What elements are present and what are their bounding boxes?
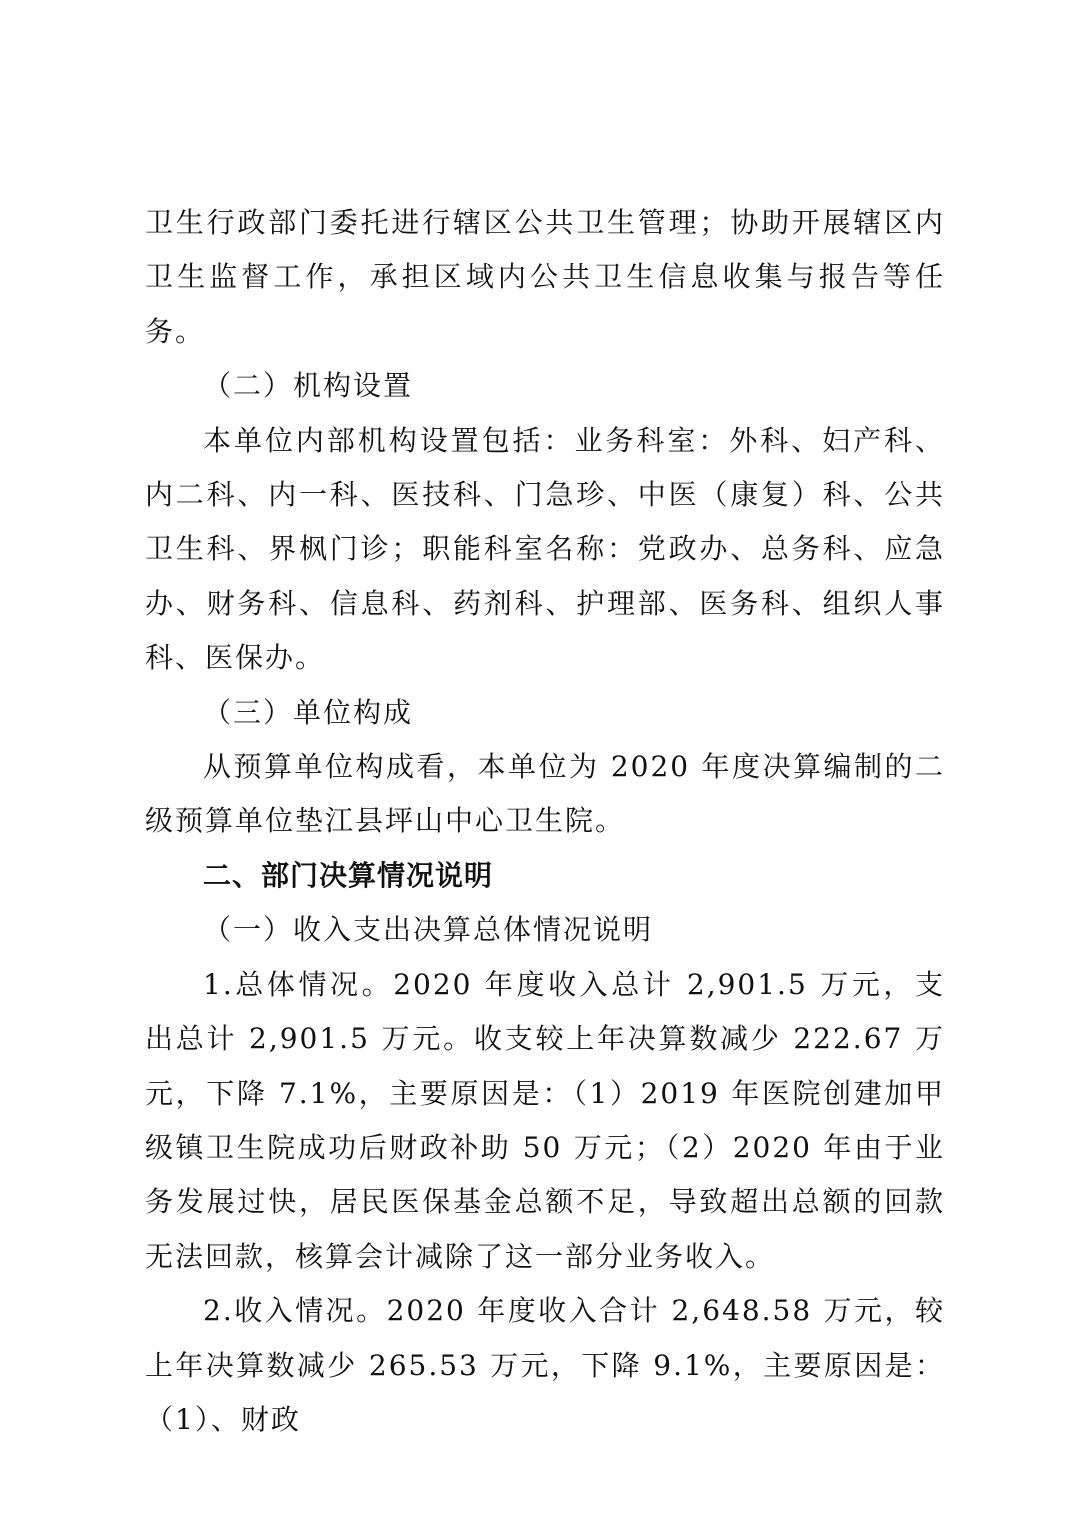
heading-org-setup: （二）机构设置	[203, 369, 414, 403]
heading-unit-composition: （三）单位构成	[203, 695, 414, 729]
paragraph-income: 2.收入情况。2020 年度收入合计 2,648.58 万元，较上年决算数减少 265.53 万元，下降 9.1%，主要原因是：（1）、财政	[145, 1294, 945, 1436]
heading-section-two: 二、部门决算情况说明	[203, 858, 494, 892]
paragraph-unit-composition: 从预算单位构成看，本单位为 2020 年度决算编制的二级预算单位垫江县坪山中心卫生院。	[145, 750, 945, 838]
paragraph-continuation: 卫生行政部门委托进行辖区公共卫生管理；协助开展辖区内卫生监督工作，承担区域内公共卫生信息收集与报告等任务。	[145, 206, 945, 348]
heading-overview: （一）收入支出决算总体情况说明	[203, 913, 654, 947]
paragraph-org-setup: 本单位内部机构设置包括：业务科室：外科、妇产科、内二科、内一科、医技科、门急珍、中医（康复）科、公共卫生科、界枫门诊；职能科室名称：党政办、总务科、应急办、财务科、信息科、药剂科、护理部、医务科、组织人事科、医保办。	[145, 423, 945, 675]
paragraph-overall: 1.总体情况。2020 年度收入总计 2,901.5 万元，支出总计 2,901.5 万元。收支较上年决算数减少 222.67 万元，下降 7.1%，主要原因是：（1）2019 年医院创建加甲级镇卫生院成功后财政补助 50 万元；（2）2020 年由于业务发展过快，居民医保基金总额不足，导致超出总额的回款无法回款，核算会计减除了这一部分业务收入。	[145, 967, 945, 1273]
document-body	[145, 196, 945, 1447]
